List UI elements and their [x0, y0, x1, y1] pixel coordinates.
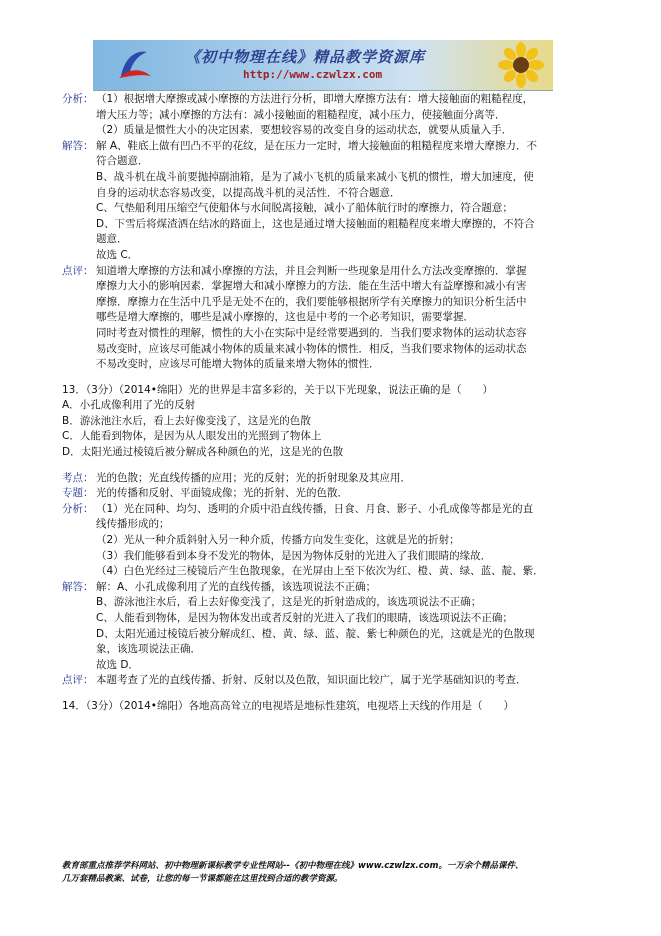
- q13-point: [62, 471, 602, 487]
- option-c: C．人能看到物体，是因为从人眼发出的光照到了物体上: [62, 430, 322, 443]
- text-line: 本题考查了光的直线传播、折射、反射以及色散，知识面比较广，属于光学基础知识的考查．: [96, 674, 527, 687]
- section-label: 解答：: [62, 139, 94, 152]
- document-body: [62, 92, 602, 715]
- option-d: D．太阳光通过棱镜后被分解成各种颜色的光，这是光的色散: [62, 446, 344, 459]
- q12-analysis: [62, 92, 602, 139]
- question-stem: 14．（3分）（2014•绵阳）各地高高耸立的电视塔是地标性建筑，电视塔上天线的作用是（ ）: [62, 699, 514, 712]
- q13-answer: [62, 580, 602, 674]
- text-line: （3）我们能够看到本身不发光的物体，是因为物体反射的光进入了我们眼睛的缘故．: [96, 549, 492, 562]
- text-line: 光的传播和反射、平面镜成像；光的折射、光的色散．: [96, 487, 348, 500]
- footer-line: 教育部重点推荐学科网站、初中物理新课标教学专业性网站--《初中物理在线》www.czwlzx.com。一万余个精品课件、: [62, 861, 524, 871]
- question-stem: 13．（3分）（2014•绵阳）光的世界是丰富多彩的，关于以下光现象，说法正确的是（ ）: [62, 383, 493, 396]
- text-line: B、战斗机在战斗前要抛掉副油箱，是为了减小飞机的质量来减小飞机的惯性，增大加速度，使: [96, 170, 534, 183]
- sunflower-icon: [495, 42, 547, 88]
- q12-answer: [62, 139, 602, 264]
- text-line: B、游泳池注水后，看上去好像变浅了，这是光的折射造成的，该选项说法不正确；: [96, 596, 482, 609]
- text-line: （1）光在同种、均匀、透明的介质中沿直线传播，日食、月食、影子、小孔成像等都是光的直: [96, 502, 534, 515]
- footer-line: 几万套精品教案、试卷，让您的每一节课都能在这里找到合适的教学资源。: [62, 874, 343, 884]
- option-b: B．游泳池注水后，看上去好像变浅了，这是光的色散: [62, 414, 311, 427]
- text-line: 易改变时，应该尽可能减小物体的质量来减小物体的惯性．相反，当我们要求物体的运动状态: [96, 342, 527, 355]
- q13-question: [62, 383, 602, 461]
- section-label: 分析：: [62, 502, 94, 515]
- text-line: C、气垫船利用压缩空气使船体与水间脱离接触，减小了船体航行时的摩擦力，符合题意；: [96, 202, 513, 215]
- section-label: 解答：: [62, 580, 94, 593]
- text-line: 线传播形成的；: [96, 518, 170, 531]
- text-line: （1）根据增大摩擦或减小摩擦的方法进行分析，即增大摩擦方法有：增大接触面的粗糙程度，: [96, 93, 534, 105]
- text-line: 哪些是增大摩擦的，哪些是减小摩擦的，这也是中考的一个必考知识，需要掌握．: [96, 311, 474, 324]
- page-footer: [62, 860, 622, 886]
- q13-topic: [62, 486, 602, 502]
- text-line: 题意．: [96, 233, 128, 246]
- q13-analysis: [62, 502, 602, 580]
- text-line: 符合题意．: [96, 155, 149, 168]
- text-line: 故选 D．: [96, 658, 139, 671]
- logo-icon: [115, 46, 153, 84]
- text-line: 摩擦．摩擦力在生活中几乎是无处不在的，我们要能够根据所学有关摩擦力的知识分析生活中: [96, 295, 527, 308]
- text-line: （2）质量是惯性大小的决定因素．要想较容易的改变自身的运动状态，就要从质量入手．: [96, 124, 513, 137]
- text-line: （4）白色光经过三棱镜后产生色散现象，在光屏由上至下依次为红、橙、黄、绿、蓝、靛、紫．: [96, 565, 544, 578]
- section-label: 考点：: [62, 471, 94, 484]
- section-label: 分析：: [62, 93, 94, 105]
- text-line: 不易改变时，应该尽可能增大物体的质量来增大物体的惯性．: [96, 358, 380, 371]
- q14-question: [62, 699, 602, 715]
- text-line: 光的色散；光直线传播的应用；光的反射；光的折射现象及其应用．: [96, 471, 411, 484]
- section-label: 点评：: [62, 264, 94, 277]
- text-line: C、人能看到物体，是因为物体发出或者反射的光进入了我们的眼睛，该选项说法不正确；: [96, 612, 513, 624]
- text-line: （2）光从一种介质斜射入另一种介质，传播方向发生变化，这就是光的折射；: [96, 534, 460, 547]
- text-line: D、下雪后将煤渣洒在结冰的路面上，这也是通过增大接触面的粗糙程度来增大摩擦的，不符合: [96, 217, 535, 230]
- text-line: 知道增大摩擦的方法和减小摩擦的方法，并且会判断一些现象是用什么方法改变摩擦的．掌握: [96, 264, 527, 277]
- q13-comment: [62, 673, 602, 689]
- banner-url[interactable]: http://www.czwlzx.com: [243, 68, 383, 81]
- text-line: 故选 C．: [96, 248, 139, 261]
- section-label: 专题：: [62, 487, 94, 500]
- header-banner: [93, 40, 553, 91]
- text-line: 解 A、鞋底上做有凹凸不平的花纹，是在压力一定时，增大接触面的粗糙程度来增大摩擦力．不: [96, 139, 538, 152]
- section-label: 点评：: [62, 674, 94, 687]
- text-line: 同时考查对惯性的理解，惯性的大小在实际中是经常要遇到的．当我们要求物体的运动状态容: [96, 326, 527, 339]
- q12-comment: [62, 264, 602, 373]
- text-line: 增大压力等；减小摩擦的方法有：减小接触面的粗糙程度，减小压力，使接触面分离等．: [96, 108, 506, 121]
- option-a: A．小孔成像利用了光的反射: [62, 399, 196, 412]
- banner-title: 《初中物理在线》精品教学资源库: [185, 48, 426, 66]
- text-line: D、太阳光通过棱镜后被分解成红、橙、黄、绿、蓝、靛、紫七种颜色的光，这就是光的色散现: [96, 627, 535, 640]
- text-line: 摩擦力大小的影响因素．掌握增大和减小摩擦力的方法．能在生活中增大有益摩擦和减小有害: [96, 280, 527, 293]
- text-line: 解：A、小孔成像利用了光的直线传播，该选项说法不正确；: [96, 580, 377, 593]
- text-line: 自身的运动状态容易改变，以提高战斗机的灵活性．不符合题意．: [96, 186, 401, 199]
- text-line: 象，该选项说法正确．: [96, 643, 201, 656]
